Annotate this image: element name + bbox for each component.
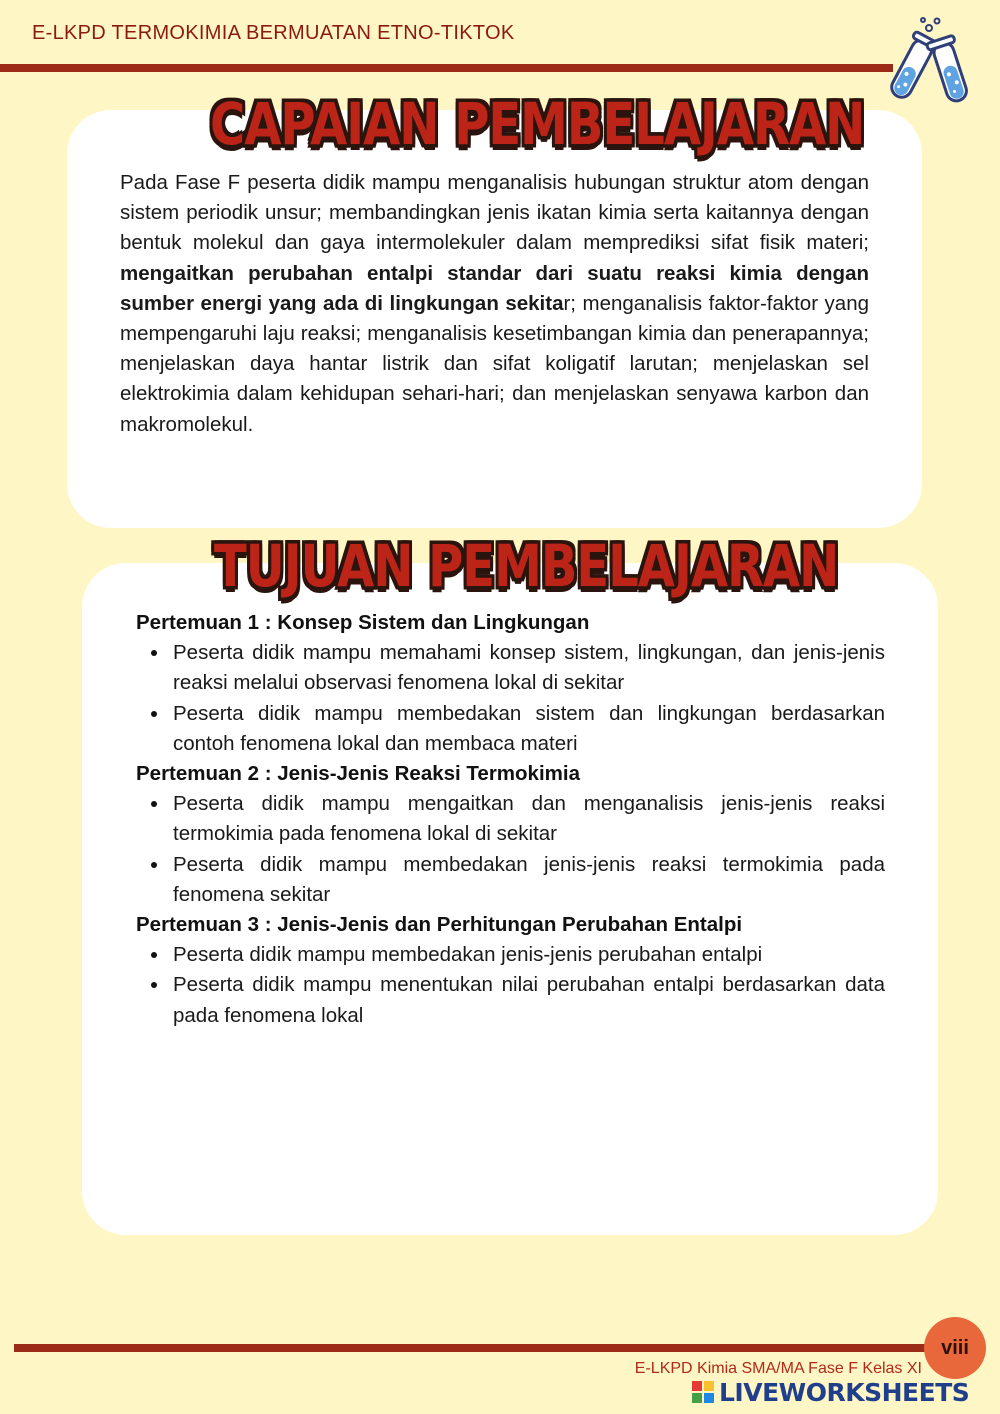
goal-list <box>136 940 885 1031</box>
goal-list <box>136 789 885 910</box>
capaian-text-bold: mengaitkan perubahan entalpi standar dari suatu reaksi kimia dengan sumber energi yang ada di lingkungan sekita <box>120 261 869 315</box>
capaian-text-part2: r; menganalisis faktor-faktor yang mempengaruhi laju reaksi; menganalisis kesetimbangan kimia dan penerapannya; menjelaskan daya hantar listrik dan sifat koligatif larutan; menjelaskan sel elektrokimia dalam kehidupan sehari-hari; dan menjelaskan senyawa karbon dan makromolekul. <box>120 291 870 436</box>
meeting-3 <box>136 910 885 1031</box>
document-header-title: E-LKPD TERMOKIMIA BERMUATAN ETNO-TIKTOK <box>32 22 515 44</box>
meeting-title: Pertemuan 2 : Jenis-Jenis Reaksi Termokimia <box>136 762 580 786</box>
liveworksheets-logo[interactable] <box>692 1376 969 1408</box>
goal-item: Peserta didik mampu memahami konsep sistem, lingkungan, dan jenis-jenis reaksi melalui observasi fenomena lokal di sekitar <box>136 638 885 698</box>
page-number-badge: viii <box>924 1317 986 1379</box>
meeting-title: Pertemuan 1 : Konsep Sistem dan Lingkungan <box>136 611 590 634</box>
logo-text: LIVEWORKSHEETS <box>719 1377 970 1407</box>
goal-item: Peserta didik mampu membedakan jenis-jenis perubahan entalpi <box>136 940 885 970</box>
meeting-1 <box>136 608 885 759</box>
tujuan-heading: TUJUAN PEMBELAJARAN <box>214 533 839 601</box>
footer-divider <box>14 1344 954 1352</box>
logo-squares-icon <box>692 1381 714 1403</box>
goal-item: Peserta didik mampu membedakan sistem dan lingkungan berdasarkan contoh fenomena lokal dan membaca materi <box>136 699 885 759</box>
meeting-title: Pertemuan 3 : Jenis-Jenis dan Perhitungan Perubahan Entalpi <box>136 913 743 937</box>
goal-item: Peserta didik mampu menentukan nilai perubahan entalpi berdasarkan data pada fenomena lokal <box>136 970 885 1030</box>
test-tubes-icon <box>885 16 975 111</box>
capaian-text <box>120 168 869 440</box>
capaian-heading: CAPAIAN PEMBELAJARAN <box>210 91 865 159</box>
goal-item: Peserta didik mampu membedakan jenis-jenis reaksi termokimia pada fenomena sekitar <box>136 850 885 910</box>
goal-item: Peserta didik mampu mengaitkan dan menganalisis jenis-jenis reaksi termokimia pada fenomena lokal di sekitar <box>136 789 885 849</box>
header-divider <box>0 64 893 72</box>
meeting-2 <box>136 759 885 910</box>
footer-text: E-LKPD Kimia SMA/MA Fase F Kelas XI <box>634 1360 922 1377</box>
goal-list <box>136 638 885 759</box>
tujuan-body <box>136 608 885 1031</box>
capaian-text-part1: Pada Fase F peserta didik mampu menganalisis hubungan struktur atom dengan sistem periodik unsur; membandingkan jenis ikatan kimia serta kaitannya dengan bentuk molekul dan gaya intermolekuler dalam memprediksi sifat fisik materi; <box>120 171 869 255</box>
